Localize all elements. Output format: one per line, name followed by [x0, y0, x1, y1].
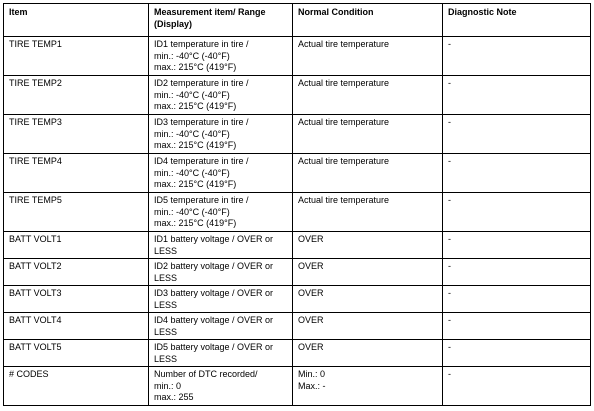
- table-row: [4, 313, 591, 340]
- item-cell: BATT VOLT1: [4, 232, 149, 259]
- normal-condition-cell: OVER: [293, 313, 443, 340]
- item-cell: TIRE TEMP5: [4, 193, 149, 232]
- measurement-cell: ID1 temperature in tire / min.: -40°C (-40°F) max.: 215°C (419°F): [149, 37, 293, 76]
- normal-condition-cell: OVER: [293, 286, 443, 313]
- measurement-cell: ID2 battery voltage / OVER or LESS: [149, 259, 293, 286]
- item-cell: TIRE TEMP2: [4, 76, 149, 115]
- table-row: [4, 286, 591, 313]
- table-row: [4, 367, 591, 406]
- normal-condition-cell: Actual tire temperature: [293, 37, 443, 76]
- measurement-cell: ID3 battery voltage / OVER or LESS: [149, 286, 293, 313]
- diagnostic-note-cell: -: [443, 286, 591, 313]
- header-normal-condition: Normal Condition: [293, 4, 443, 37]
- normal-condition-cell: Actual tire temperature: [293, 154, 443, 193]
- item-cell: BATT VOLT5: [4, 340, 149, 367]
- measurement-cell: ID5 battery voltage / OVER or LESS: [149, 340, 293, 367]
- diagnostic-note-cell: -: [443, 115, 591, 154]
- measurement-cell: ID3 temperature in tire / min.: -40°C (-40°F) max.: 215°C (419°F): [149, 115, 293, 154]
- diagnostic-note-cell: -: [443, 313, 591, 340]
- diagnostic-note-cell: -: [443, 193, 591, 232]
- diagnostic-note-cell: -: [443, 154, 591, 193]
- item-cell: BATT VOLT4: [4, 313, 149, 340]
- data-list-table: [3, 3, 591, 406]
- table-row: [4, 154, 591, 193]
- diagnostic-note-cell: -: [443, 37, 591, 76]
- header-diagnostic-note: Diagnostic Note: [443, 4, 591, 37]
- diagnostic-note-cell: -: [443, 232, 591, 259]
- measurement-cell: ID1 battery voltage / OVER or LESS: [149, 232, 293, 259]
- normal-condition-cell: OVER: [293, 232, 443, 259]
- normal-condition-cell: OVER: [293, 259, 443, 286]
- measurement-cell: ID4 temperature in tire / min.: -40°C (-40°F) max.: 215°C (419°F): [149, 154, 293, 193]
- normal-condition-cell: Min.: 0 Max.: -: [293, 367, 443, 406]
- diagnostic-note-cell: -: [443, 367, 591, 406]
- diagnostic-note-cell: -: [443, 76, 591, 115]
- normal-condition-cell: Actual tire temperature: [293, 193, 443, 232]
- table-row: [4, 259, 591, 286]
- table-row: [4, 115, 591, 154]
- header-row: [4, 4, 591, 37]
- item-cell: BATT VOLT2: [4, 259, 149, 286]
- item-cell: # CODES: [4, 367, 149, 406]
- item-cell: TIRE TEMP4: [4, 154, 149, 193]
- measurement-cell: ID2 temperature in tire / min.: -40°C (-40°F) max.: 215°C (419°F): [149, 76, 293, 115]
- diagnostic-note-cell: -: [443, 259, 591, 286]
- item-cell: TIRE TEMP3: [4, 115, 149, 154]
- table-row: [4, 76, 591, 115]
- diagnostic-note-cell: -: [443, 340, 591, 367]
- item-cell: BATT VOLT3: [4, 286, 149, 313]
- measurement-cell: Number of DTC recorded/ min.: 0 max.: 255: [149, 367, 293, 406]
- normal-condition-cell: Actual tire temperature: [293, 76, 443, 115]
- table-row: [4, 37, 591, 76]
- measurement-cell: ID4 battery voltage / OVER or LESS: [149, 313, 293, 340]
- header-measurement: Measurement item/ Range (Display): [149, 4, 293, 37]
- normal-condition-cell: OVER: [293, 340, 443, 367]
- table-row: [4, 232, 591, 259]
- table-row: [4, 340, 591, 367]
- measurement-cell: ID5 temperature in tire / min.: -40°C (-40°F) max.: 215°C (419°F): [149, 193, 293, 232]
- header-item: Item: [4, 4, 149, 37]
- normal-condition-cell: Actual tire temperature: [293, 115, 443, 154]
- item-cell: TIRE TEMP1: [4, 37, 149, 76]
- table-row: [4, 193, 591, 232]
